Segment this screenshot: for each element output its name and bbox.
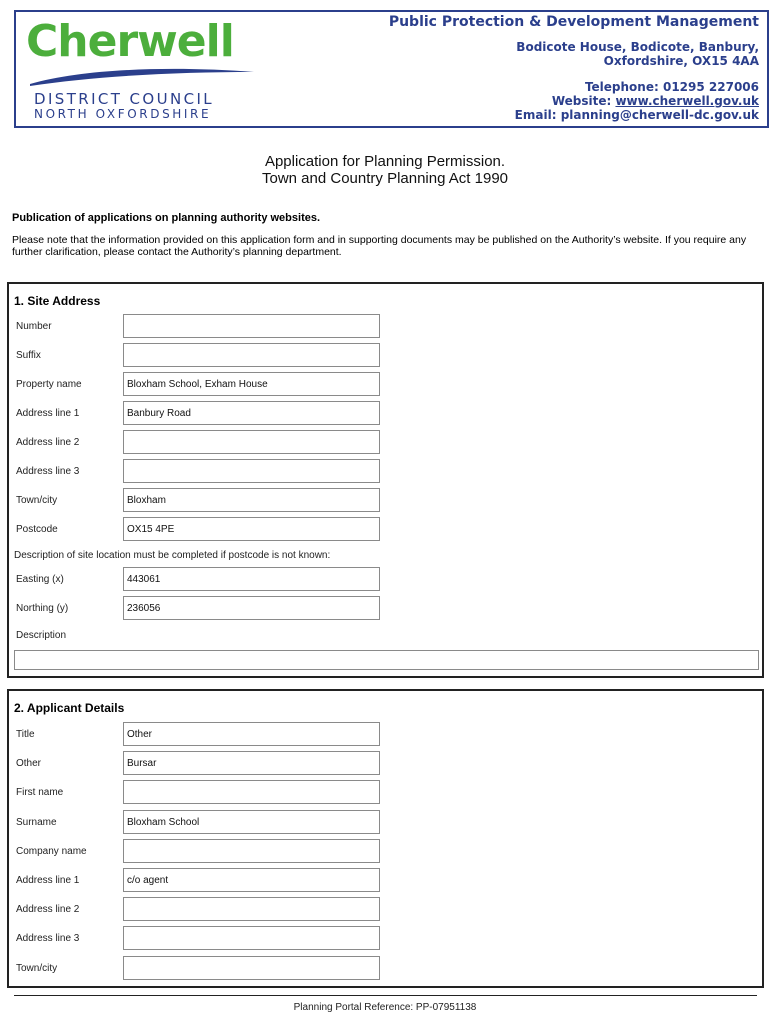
logo-north-oxfordshire: NORTH OXFORDSHIRE <box>34 107 212 121</box>
field-input[interactable] <box>123 926 380 950</box>
description-label: Description <box>16 630 67 641</box>
form-row <box>9 839 762 865</box>
form-row <box>9 810 762 836</box>
field-input[interactable]: OX15 4PE <box>123 517 380 541</box>
council-logo-wordmark: Cherwell <box>26 16 234 67</box>
form-row <box>9 926 762 952</box>
address-line-2: Oxfordshire, OX15 4AA <box>603 54 759 68</box>
form-row <box>9 401 762 427</box>
form-row <box>9 517 762 543</box>
website-link[interactable]: www.cherwell.gov.uk <box>615 94 759 108</box>
field-label: Other <box>16 758 42 770</box>
form-row <box>9 780 762 806</box>
form-row <box>9 314 762 340</box>
section-title: 1. Site Address <box>14 294 101 308</box>
field-label: Address line 2 <box>16 437 80 448</box>
field-label: Address line 1 <box>16 875 80 886</box>
field-input[interactable] <box>123 459 380 483</box>
website-label: Website: <box>551 94 616 108</box>
email-line <box>515 108 759 122</box>
field-input[interactable]: 443061 <box>123 567 380 591</box>
logo-swoosh-icon <box>26 64 256 88</box>
email-link[interactable]: planning@cherwell-dc.gov.uk <box>560 108 759 122</box>
applicant-details-section <box>7 689 764 988</box>
field-label: Property name <box>16 379 82 390</box>
field-label: Town/city <box>16 962 58 974</box>
field-input[interactable] <box>123 430 380 454</box>
field-label: Address line 2 <box>16 904 80 916</box>
form-row <box>9 596 762 622</box>
form-row <box>9 868 762 894</box>
form-row <box>9 459 762 485</box>
location-note: Description of site location must be completed if postcode is not known: <box>14 550 331 561</box>
field-label: Suffix <box>16 350 41 361</box>
form-row <box>9 897 762 923</box>
field-label: Title <box>16 729 35 740</box>
field-label: Company name <box>16 845 87 857</box>
form-row <box>9 567 762 593</box>
field-input[interactable]: Bloxham School, Exham House <box>123 372 380 396</box>
form-row <box>9 372 762 398</box>
field-label: Surname <box>16 816 57 828</box>
logo-district-council: DISTRICT COUNCIL <box>34 90 215 108</box>
form-row <box>9 488 762 514</box>
form-row <box>9 722 762 748</box>
field-input[interactable] <box>123 956 380 980</box>
field-input[interactable] <box>123 343 380 367</box>
telephone-number: 01295 227006 <box>662 80 759 94</box>
field-label: Address line 3 <box>16 933 80 945</box>
field-label: Easting (x) <box>16 574 64 585</box>
document-title-line-2: Town and Country Planning Act 1990 <box>262 170 508 187</box>
field-input[interactable]: Banbury Road <box>123 401 380 425</box>
field-input[interactable]: Bloxham School <box>123 810 380 834</box>
field-input[interactable] <box>123 839 380 863</box>
description-field[interactable] <box>14 650 759 670</box>
field-label: First name <box>16 787 64 799</box>
section-title: 2. Applicant Details <box>14 701 125 715</box>
field-input[interactable]: Other <box>123 722 380 746</box>
form-row <box>9 430 762 456</box>
telephone-label: Telephone: <box>584 80 663 94</box>
department-name: Public Protection & Development Management <box>388 14 759 30</box>
publication-heading: Publication of applications on planning authority websites. <box>12 212 321 224</box>
footer-divider <box>14 995 757 996</box>
field-label: Address line 3 <box>16 466 80 477</box>
field-label: Town/city <box>16 495 58 506</box>
field-input[interactable] <box>123 897 380 921</box>
field-input[interactable] <box>123 314 380 338</box>
form-row <box>9 956 762 982</box>
email-label: Email: <box>514 108 561 122</box>
field-label: Northing (y) <box>16 603 69 614</box>
field-label: Postcode <box>16 524 58 535</box>
field-input[interactable]: Bursar <box>123 751 380 775</box>
site-address-section <box>7 282 764 678</box>
field-input[interactable]: Bloxham <box>123 488 380 512</box>
field-label: Number <box>16 321 52 332</box>
field-input[interactable]: c/o agent <box>123 868 380 892</box>
portal-reference: Planning Portal Reference: PP-07951138 <box>293 1002 477 1013</box>
council-header <box>14 10 769 128</box>
form-row <box>9 343 762 369</box>
address-line-1: Bodicote House, Bodicote, Banbury, <box>516 40 759 54</box>
field-input[interactable] <box>123 780 380 804</box>
field-input[interactable]: 236056 <box>123 596 380 620</box>
form-row <box>9 751 762 777</box>
field-label: Address line 1 <box>16 408 80 419</box>
publication-note: Please note that the information provided on this application form and in supporting documents may be published on the Authority’s website. If you require any further clarification, please contact the Authority’s planning department. <box>12 234 747 258</box>
document-title-line-1: Application for Planning Permission. <box>264 153 506 170</box>
website-line <box>552 94 759 108</box>
telephone-line <box>585 80 759 94</box>
